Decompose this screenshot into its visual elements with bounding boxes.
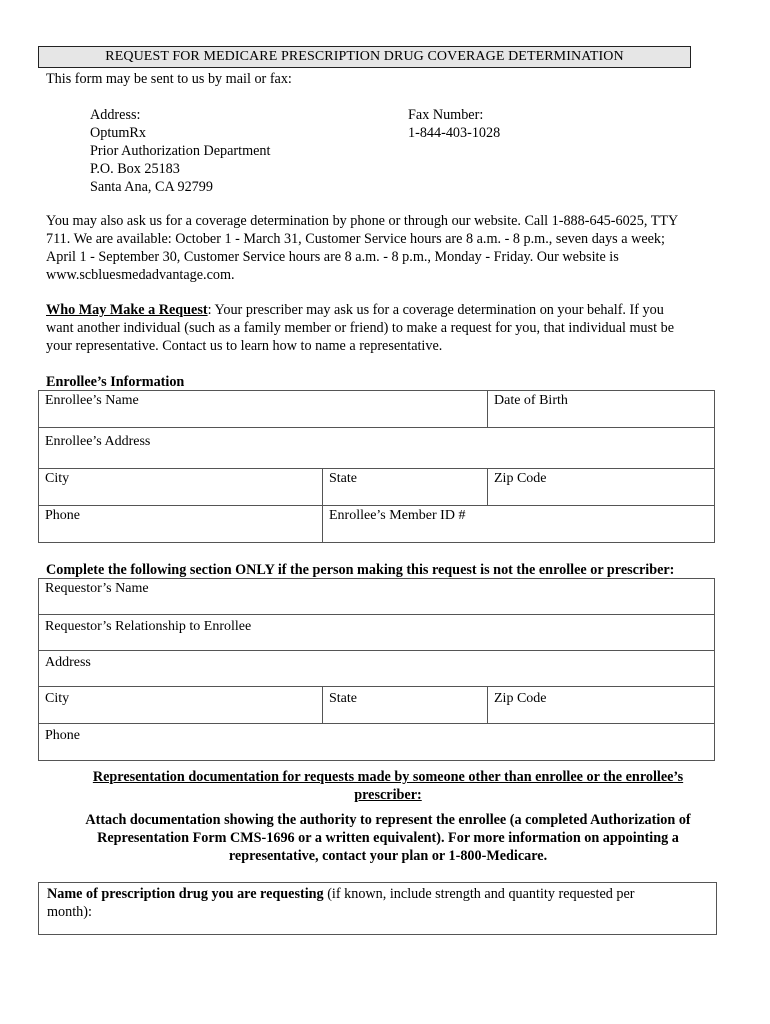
drug-label-line	[47, 885, 708, 903]
form-title: REQUEST FOR MEDICARE PRESCRIPTION DRUG COVERAGE DETERMINATION	[38, 46, 691, 68]
requestor-name-field[interactable]: Requestor’s Name	[39, 579, 715, 615]
enrollee-state-field[interactable]: State	[323, 469, 488, 506]
enrollee-phone-field[interactable]: Phone	[39, 506, 323, 543]
enrollee-member-id-field[interactable]: Enrollee’s Member ID #	[323, 506, 715, 543]
paragraph-line: your representative. Contact us to learn how to name a representative.	[46, 338, 443, 354]
representation-heading	[52, 768, 724, 804]
requestor-zip-field[interactable]: Zip Code	[488, 687, 715, 724]
address-label: Address:	[90, 107, 141, 123]
paragraph-line	[46, 301, 726, 319]
requestor-state-field[interactable]: State	[323, 687, 488, 724]
note-line: Attach documentation showing the authority to represent the enrollee (a completed Authorization of	[85, 812, 691, 828]
submission-instructions: This form may be sent to us by mail or fax:	[46, 71, 292, 87]
fax-info	[408, 106, 500, 142]
enrollee-address-field[interactable]: Enrollee’s Address	[39, 428, 715, 469]
enrollee-section-title: Enrollee’s Information	[46, 374, 185, 390]
prescription-drug-field[interactable]	[38, 882, 717, 935]
requestor-city-field[interactable]: City	[39, 687, 323, 724]
requestor-phone-field[interactable]: Phone	[39, 724, 715, 761]
address-line: Prior Authorization Department	[90, 143, 271, 159]
requestor-relationship-field[interactable]: Requestor’s Relationship to Enrollee	[39, 615, 715, 651]
contact-paragraph	[46, 212, 726, 284]
requestor-section-title: Complete the following section ONLY if the person making this request is not the enrollee or prescriber:	[46, 562, 675, 578]
fax-label: Fax Number:	[408, 107, 484, 123]
who-may-request-heading: Who May Make a Request	[46, 302, 208, 318]
note-line: representative, contact your plan or 1-800-Medicare.	[228, 848, 548, 864]
address-line: P.O. Box 25183	[90, 161, 180, 177]
mailing-address	[90, 106, 270, 196]
paragraph-line: April 1 - September 30, Customer Service hours are 8 a.m. - 8 p.m., Monday - Friday. Our website is	[46, 249, 619, 265]
requestor-address-field[interactable]: Address	[39, 651, 715, 687]
paragraph-line: want another individual (such as a family member or friend) to make a request for you, that individual must be	[46, 320, 675, 336]
who-may-request-paragraph	[46, 301, 726, 355]
fax-number: 1-844-403-1028	[408, 125, 501, 141]
date-of-birth-field[interactable]: Date of Birth	[488, 391, 715, 428]
paragraph-line: You may also ask us for a coverage determination by phone or through our website. Call 1-888-645-6025, TTY	[46, 213, 679, 229]
address-line: OptumRx	[90, 125, 146, 141]
address-line: Santa Ana, CA 92799	[90, 179, 213, 195]
enrollee-city-field[interactable]: City	[39, 469, 323, 506]
drug-label-bold: Name of prescription drug you are requesting	[47, 886, 324, 902]
paragraph-line: 711. We are available: October 1 - March 31, Customer Service hours are 8 a.m. - 8 p.m., seven days a week;	[46, 231, 665, 247]
paragraph-text: : Your prescriber may ask us for a coverage determination on your behalf. If you	[207, 302, 664, 318]
heading-line: Representation documentation for requests made by someone other than enrollee or the enrollee’s	[92, 769, 684, 785]
note-line: Representation Form CMS-1696 or a written equivalent). For more information on appointing a	[97, 830, 679, 846]
enrollee-name-field[interactable]: Enrollee’s Name	[39, 391, 488, 428]
heading-line: prescriber:	[354, 787, 422, 803]
website-line: www.scbluesmedadvantage.com.	[46, 267, 235, 283]
enrollee-info-table	[38, 390, 715, 543]
drug-label-rest: (if known, include strength and quantity requested per	[323, 886, 635, 902]
attach-documentation-note	[52, 811, 724, 865]
requestor-info-table	[38, 578, 715, 761]
drug-label-line: month):	[47, 904, 92, 920]
enrollee-zip-field[interactable]: Zip Code	[488, 469, 715, 506]
